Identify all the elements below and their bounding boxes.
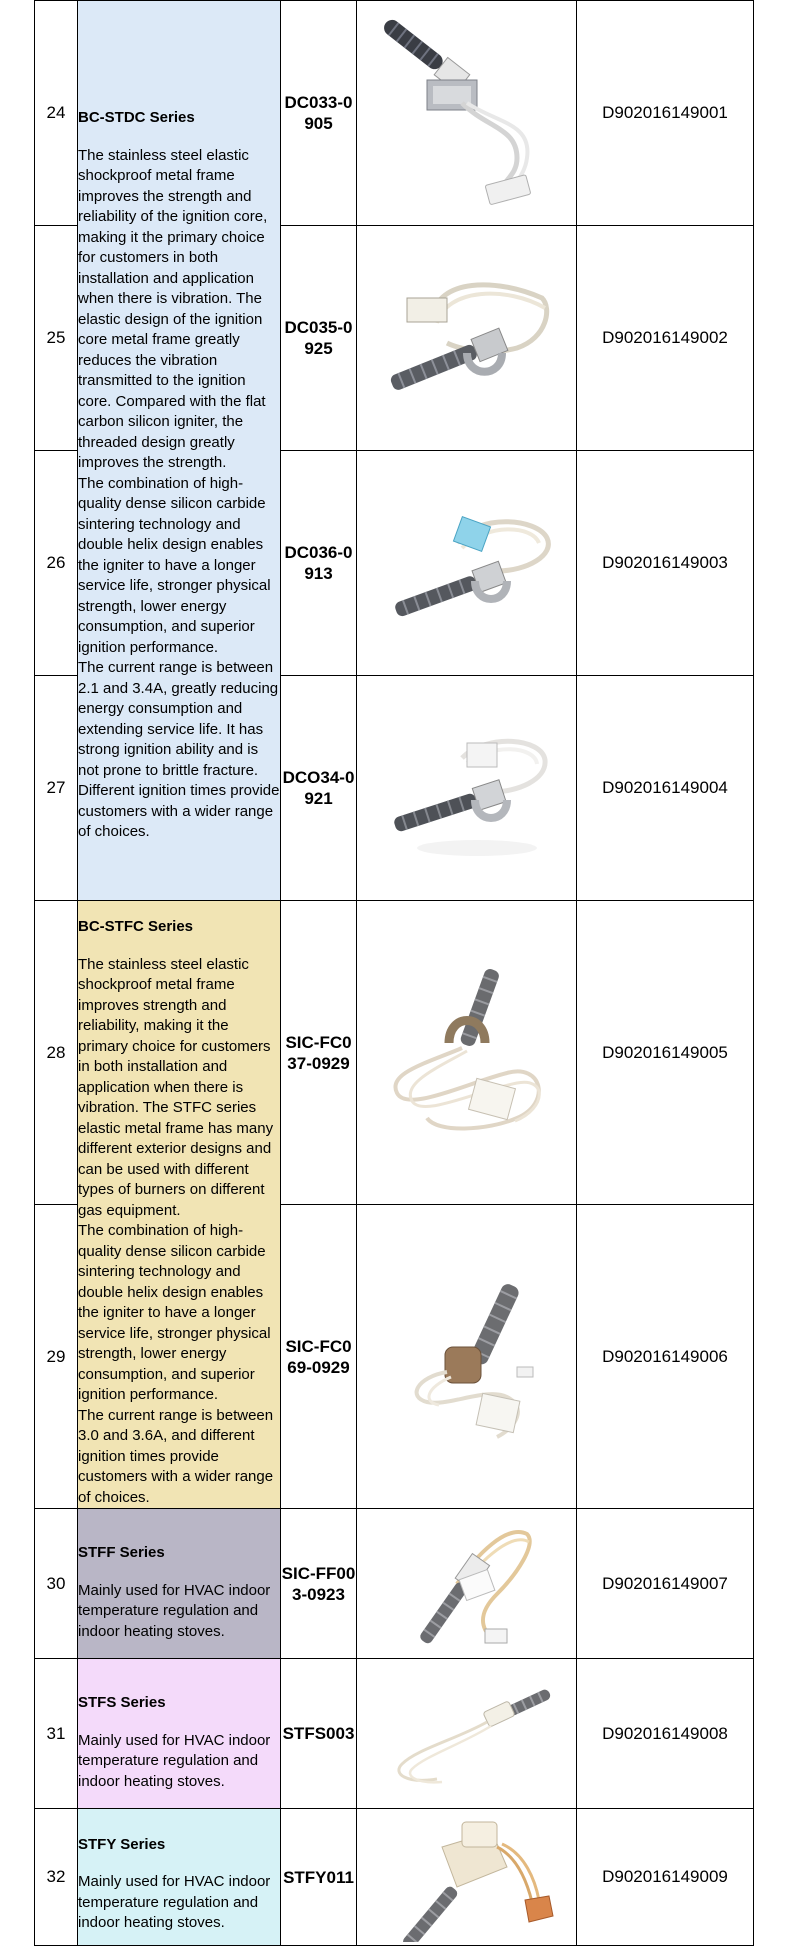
igniter-dc035-image: [367, 238, 567, 438]
igniter-catalog-table: [34, 0, 754, 1946]
igniter-fc037-image: [367, 933, 567, 1173]
table-row: [35, 1809, 754, 1946]
model-number: DCO34-0921: [281, 676, 357, 901]
product-image-cell: [357, 1, 577, 226]
series-description-stfs: [78, 1659, 281, 1809]
model-number: DC033-0905: [281, 1, 357, 226]
series-paragraph: The combination of high-quality dense silicon carbide sintering technology and double helix design enables the igniter to have a longer service life, stronger physical strength, lower energy consumption, and superior ignition performance.: [78, 1222, 271, 1403]
igniter-dco34-image: [367, 688, 567, 888]
model-number: DC035-0925: [281, 226, 357, 451]
product-image-cell: [357, 451, 577, 676]
model-number: STFS003: [281, 1659, 357, 1809]
product-image-cell: [357, 676, 577, 901]
row-number: 26: [35, 451, 78, 676]
igniter-ff003-image: [367, 1514, 567, 1654]
series-paragraph: Mainly used for HVAC indoor temperature regulation and indoor heating stoves.: [78, 1873, 271, 1931]
series-title: STFY Series: [78, 1835, 166, 1853]
series-paragraph: Mainly used for HVAC indoor temperature regulation and indoor heating stoves.: [78, 1581, 271, 1640]
row-number: 27: [35, 676, 78, 901]
table-row: [35, 1509, 754, 1659]
igniter-stfs003-image: [367, 1664, 567, 1804]
product-code: D902016149002: [577, 226, 754, 451]
row-number: 24: [35, 1, 78, 226]
product-image-cell: [357, 226, 577, 451]
series-paragraph: The stainless steel elastic shockproof metal frame improves the strength and reliability of the ignition core, making it the primary choice for customers in both installation and application when there is vibration. The elastic design of the ignition core metal frame greatly reduces the vibration transmitted to the ignition core. Compared with the flat carbon silicon igniter, the threaded design greatly improves the strength.: [78, 146, 268, 472]
product-code: D902016149009: [577, 1809, 754, 1946]
series-title: STFF Series: [78, 1544, 165, 1561]
igniter-fc069-image: [367, 1237, 567, 1477]
model-number: SIC-FF003-0923: [281, 1509, 357, 1659]
product-code: D902016149004: [577, 676, 754, 901]
series-paragraph: The current range is between 2.1 and 3.4A, greatly reducing energy consumption and extending service life. It has strong ignition ability and is not prone to brittle fracture. Different ignition times provide customers with a wider range of choices.: [78, 659, 280, 841]
series-description-bc-stdc: [78, 1, 281, 901]
product-code: D902016149005: [577, 901, 754, 1205]
igniter-stfy011-image: [367, 1812, 567, 1942]
series-description-bc-stfc: [78, 901, 281, 1509]
igniter-dc036-image: [367, 463, 567, 663]
series-paragraph: The combination of high-quality dense silicon carbide sintering technology and double helix design enables the igniter to have a longer service life, stronger physical strength, lower energy consumption, and superior ignition performance.: [78, 474, 271, 656]
model-number: SIC-FC037-0929: [281, 901, 357, 1205]
igniter-dc033-image: [367, 8, 567, 218]
series-paragraph: Mainly used for HVAC indoor temperature regulation and indoor heating stoves.: [78, 1731, 271, 1790]
model-number: SIC-FC069-0929: [281, 1205, 357, 1509]
series-paragraph: The stainless steel elastic shockproof metal frame improves strength and reliability, making it the primary choice for customers in both installation and application when there is vibration. The STFC series elastic metal frame has many different exterior designs and can be used with different types of burners on different gas equipment.: [78, 955, 274, 1219]
row-number: 30: [35, 1509, 78, 1659]
product-code: D902016149008: [577, 1659, 754, 1809]
row-number: 28: [35, 901, 78, 1205]
row-number: 32: [35, 1809, 78, 1946]
model-number: DC036-0913: [281, 451, 357, 676]
series-paragraph: The current range is between 3.0 and 3.6A, and different ignition times provide customers with a wider range of choices.: [78, 1406, 274, 1506]
model-number: STFY011: [281, 1809, 357, 1946]
row-number: 25: [35, 226, 78, 451]
row-number: 31: [35, 1659, 78, 1809]
table-row: [35, 1, 754, 226]
table-row: [35, 1659, 754, 1809]
product-image-cell: [357, 1809, 577, 1946]
row-number: 29: [35, 1205, 78, 1509]
series-title: BC-STFC Series: [78, 918, 194, 935]
product-image-cell: [357, 1659, 577, 1809]
table-row: [35, 901, 754, 1205]
product-code: D902016149006: [577, 1205, 754, 1509]
product-image-cell: [357, 1509, 577, 1659]
series-description-stfy: [78, 1809, 281, 1946]
product-code: D902016149007: [577, 1509, 754, 1659]
product-code: D902016149001: [577, 1, 754, 226]
series-title: STFS Series: [78, 1694, 166, 1711]
series-title: BC-STDC Series: [78, 109, 195, 127]
product-image-cell: [357, 1205, 577, 1509]
product-image-cell: [357, 901, 577, 1205]
series-description-stff: [78, 1509, 281, 1659]
product-code: D902016149003: [577, 451, 754, 676]
